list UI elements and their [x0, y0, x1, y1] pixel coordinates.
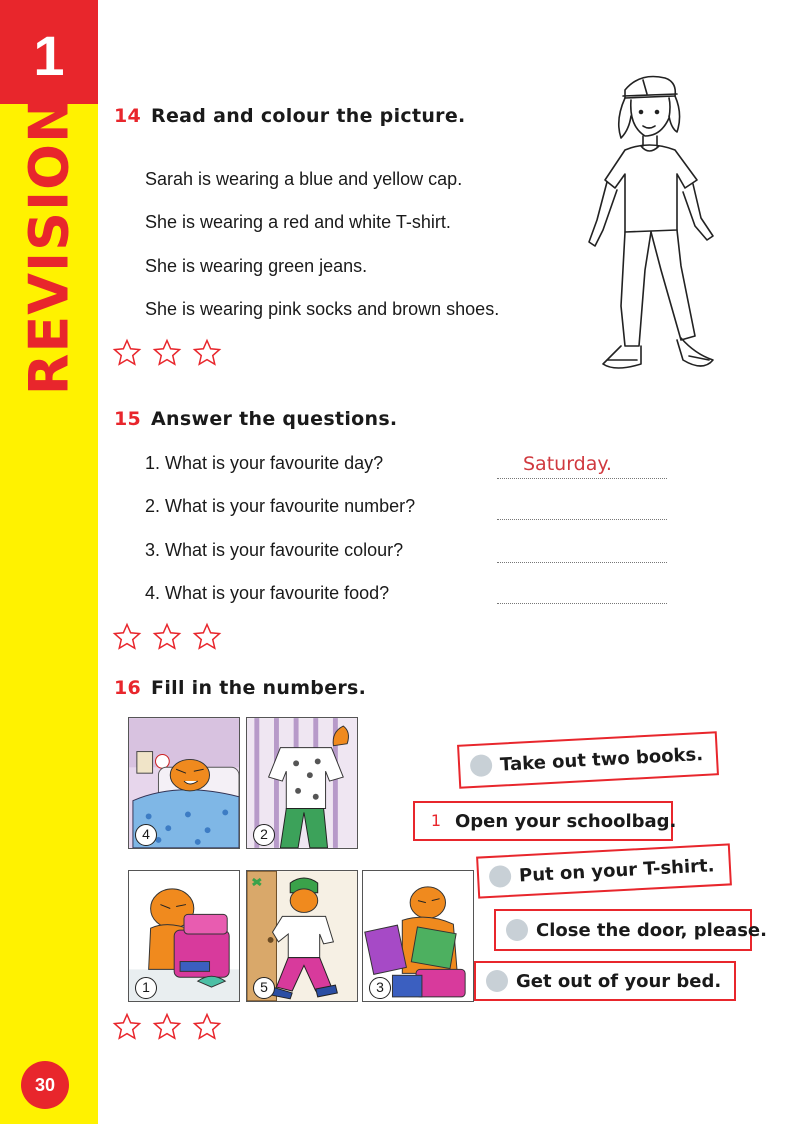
strip-text: Put on your T-shirt. [518, 854, 715, 886]
strip-text: Take out two books. [499, 743, 704, 776]
instruction-strip[interactable] [474, 961, 736, 1001]
answer-line[interactable] [497, 519, 667, 520]
section-number: 15 [114, 408, 142, 430]
instruction-strip[interactable] [476, 843, 732, 898]
number-circle[interactable] [489, 865, 512, 888]
section-16-heading [114, 677, 366, 700]
strip-text: Open your schoolbag. [455, 810, 677, 832]
section-number: 16 [114, 677, 142, 699]
instruction-strip[interactable] [494, 909, 767, 951]
question: 2. What is your favourite number? [145, 496, 416, 516]
instruction-strip[interactable] [457, 731, 719, 789]
answer-line[interactable] [497, 603, 667, 604]
rating-stars[interactable] [112, 1012, 222, 1042]
unit-box [0, 0, 98, 104]
panel-number: 3 [369, 977, 391, 999]
strip-text: Get out of your bed. [516, 970, 722, 992]
rating-stars[interactable] [112, 622, 222, 652]
picture-panel-bed [128, 717, 240, 849]
star-icon[interactable] [192, 1012, 222, 1042]
sentence: She is wearing green jeans. [145, 256, 368, 276]
picture-panel-tshirt [246, 717, 358, 849]
section-title: Fill in the numbers. [151, 677, 367, 699]
number-circle[interactable] [486, 970, 508, 992]
panel-number: 1 [135, 977, 157, 999]
number-circle[interactable] [470, 754, 493, 777]
star-icon[interactable] [152, 338, 182, 368]
star-icon[interactable] [112, 1012, 142, 1042]
star-icon[interactable] [112, 622, 142, 652]
panel-number: 2 [253, 824, 275, 846]
panel-number: 5 [253, 977, 275, 999]
revision-label: REVISION [17, 96, 81, 396]
star-icon[interactable] [152, 622, 182, 652]
question: 3. What is your favourite colour? [145, 540, 404, 560]
section-15-heading [114, 408, 397, 431]
section-title: Read and colour the picture. [151, 105, 466, 127]
strip-text: Close the door, please. [536, 919, 767, 941]
star-icon[interactable] [192, 622, 222, 652]
sentence: She is wearing pink socks and brown shoes. [145, 299, 500, 319]
sarah-illustration [585, 70, 735, 380]
page-number: 30 [21, 1061, 69, 1109]
section-number: 14 [114, 105, 142, 127]
star-icon[interactable] [112, 338, 142, 368]
question: 1. What is your favourite day? [145, 453, 384, 473]
answer-line[interactable] [497, 478, 667, 479]
star-icon[interactable] [152, 1012, 182, 1042]
star-icon[interactable] [192, 338, 222, 368]
answer-value[interactable]: Saturday. [523, 453, 612, 475]
unit-number: 1 [33, 24, 65, 87]
section-14-heading [114, 105, 466, 128]
sentence: She is wearing a red and white T-shirt. [145, 212, 451, 232]
sentence: Sarah is wearing a blue and yellow cap. [145, 169, 463, 189]
instruction-strip[interactable] [413, 801, 677, 841]
panel-number: 4 [135, 824, 157, 846]
question: 4. What is your favourite food? [145, 583, 390, 603]
number-circle[interactable]: 1 [430, 811, 442, 830]
number-circle[interactable] [506, 919, 528, 941]
picture-panel-schoolbag [128, 870, 240, 1002]
section-title: Answer the questions. [151, 408, 398, 430]
rating-stars[interactable] [112, 338, 222, 368]
picture-panel-door [246, 870, 358, 1002]
picture-panel-books [362, 870, 474, 1002]
answer-line[interactable] [497, 562, 667, 563]
